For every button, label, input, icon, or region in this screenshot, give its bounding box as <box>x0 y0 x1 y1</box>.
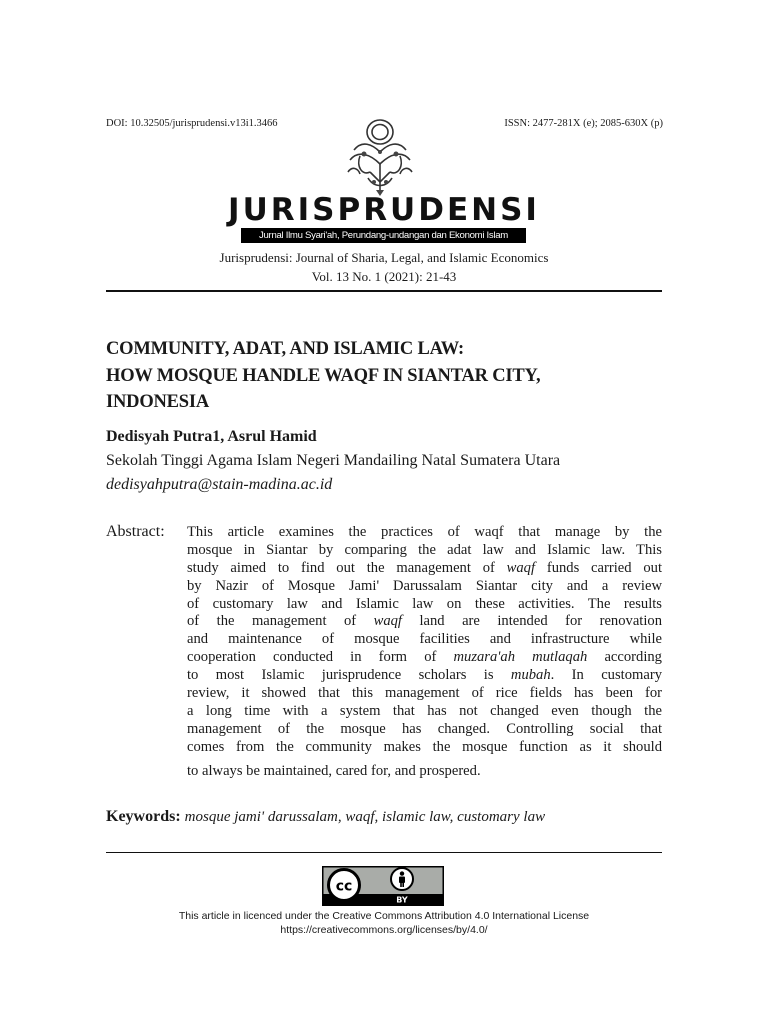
abstract-line: review, it showed that this management of rice fields has been for <box>187 685 662 702</box>
abstract-label: Abstract: <box>106 523 165 540</box>
abstract-line: This article examines the practices of waqf that manage by the <box>187 524 662 540</box>
license-text: This article in licenced under the Creative Commons Attribution 4.0 International License <box>178 910 590 922</box>
issn-text: ISSN: 2477-281X (e); 2085-630X (p) <box>504 118 663 129</box>
title-line: HOW MOSQUE HANDLE WAQF IN SIANTAR CITY, <box>106 365 541 386</box>
article-title <box>106 336 666 416</box>
svg-text:cc: cc <box>335 878 353 895</box>
title-line: COMMUNITY, ADAT, AND ISLAMIC LAW: <box>106 339 464 359</box>
journal-name: JURISPRUDENSI <box>228 192 540 228</box>
header-divider <box>106 290 662 292</box>
authors: Dedisyah Putra1, Asrul Hamid <box>106 428 317 445</box>
abstract-line: comes from the community makes the mosque function as it should <box>187 738 662 755</box>
abstract-line: of the management of waqf land are intended for renovation <box>187 613 662 630</box>
volume-info: Vol. 13 No. 1 (2021): 21-43 <box>311 269 457 284</box>
abstract-line: and maintenance of mosque facilities and infrastructure while <box>187 631 662 648</box>
abstract-line: of customary law and Islamic law on these activities. The results <box>187 595 662 612</box>
abstract-line: to most Islamic jurisprudence scholars is mubah. In customary <box>187 667 662 684</box>
keywords-label: Keywords: <box>106 808 181 825</box>
keywords-text: mosque jami' darussalam, waqf, islamic law, customary law <box>184 809 546 825</box>
journal-emblem-logo <box>340 116 420 198</box>
affiliation: Sekolah Tinggi Agama Islam Negeri Mandailing Natal Sumatera Utara <box>106 452 561 469</box>
abstract-body <box>187 524 662 780</box>
cc-by-license-badge[interactable] <box>322 866 444 906</box>
keywords <box>106 808 545 826</box>
abstract-line: by Nazir of Mosque Jami' Darussalam Siantar city and a review <box>187 577 662 594</box>
license-notice <box>0 910 768 937</box>
license-url-link[interactable]: https://creativecommons.org/licenses/by/4.0/ <box>280 923 488 936</box>
cc-by-label: BY <box>396 895 408 905</box>
abstract-line: management of the mosque has changed. Controlling social that <box>187 720 662 737</box>
abstract-line: mosque in Siantar by comparing the adat law and Islamic law. This <box>187 541 662 558</box>
footer-divider <box>106 852 662 853</box>
doi-text: DOI: 10.32505/jurisprudensi.v13i1.3466 <box>106 118 278 129</box>
abstract-line: cooperation conducted in form of muzara'ah mutlaqah according <box>187 649 662 666</box>
journal-tagline: Jurnal Ilmu Syari'ah, Perundang-undangan dan Ekonomi Islam <box>241 228 526 243</box>
abstract-line: to always be maintained, cared for, and prospered. <box>187 762 481 779</box>
title-line: INDONESIA <box>106 392 210 412</box>
abstract-line: study aimed to find out the management of waqf funds carried out <box>187 559 662 576</box>
author-email: dedisyahputra@stain-madina.ac.id <box>106 476 333 493</box>
abstract-line: a long time with a system that has not changed even though the <box>187 702 662 719</box>
journal-full-title: Jurisprudensi: Journal of Sharia, Legal, and Islamic Economics <box>219 250 549 265</box>
